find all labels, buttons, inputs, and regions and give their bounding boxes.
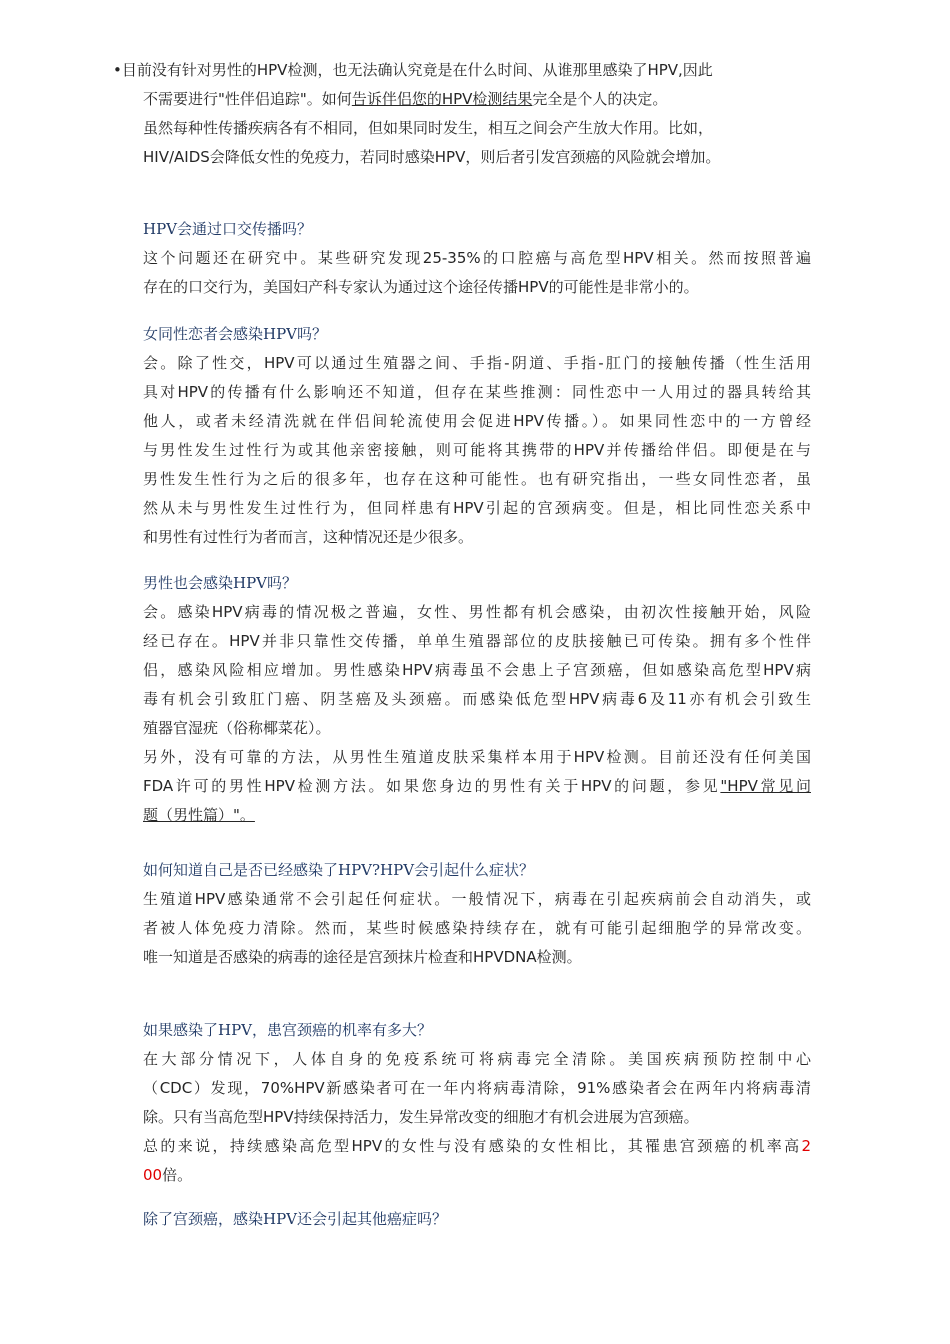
paragraph-line bbox=[143, 801, 811, 830]
paragraph-line: 会。除了性交，HPV可以通过生殖器之间、手指-阴道、手指-肛门的接触传播（性生活用 bbox=[143, 354, 811, 372]
intro-block bbox=[143, 85, 811, 172]
paragraph-line: 会。感染HPV病毒的情况极之普遍，女性、男性都有机会感染，由初次性接触开始，风险 bbox=[143, 603, 811, 621]
section-heading: 男性也会感染HPV吗？ bbox=[143, 574, 298, 592]
paragraph-line: 他人，或者未经清洗就在伴侣间轮流使用会促进HPV传播。）。如果同性恋中的一方曾经 bbox=[143, 412, 811, 430]
section-other-cancers bbox=[143, 1205, 811, 1234]
risk-number: 2 bbox=[801, 1137, 811, 1155]
intro-line-4: HIV/AIDS会降低女性的免疫力，若同时感染HPV，则后者引发宫颈癌的风险就会增加。 bbox=[143, 148, 721, 166]
paragraph-line: 和男性有过性行为者而言，这种情况还是少很多。 bbox=[143, 528, 474, 546]
section-heading: 女同性恋者会感染HPV吗？ bbox=[143, 325, 328, 343]
section-lesbian-infection bbox=[143, 320, 811, 552]
intro-line-1 bbox=[113, 56, 713, 85]
paragraph-line: 者被人体免疫力清除。然而，某些时候感染持续存在，就有可能引起细胞学的异常改变。 bbox=[143, 919, 811, 937]
paragraph-line: FDA许可的男性HPV检测方法。如果您身边的男性有关于HPV的问题，参见"HPV常见问 bbox=[143, 777, 811, 795]
paragraph-line: 唯一知道是否感染的病毒的途径是宫颈抹片检查和HPVDNA检测。 bbox=[143, 948, 582, 966]
paragraph-line: 毒有机会引致肛门癌、阴茎癌及头颈癌。而感染低危型HPV病毒6及11亦有机会引致生 bbox=[143, 690, 811, 708]
section-male-infection bbox=[143, 569, 811, 830]
hpv-faq-men-link-cont[interactable]: 题（男性篇）"。 bbox=[143, 806, 255, 824]
paragraph-line: 除。只有当高危型HPV持续保持活力，发生异常改变的细胞才有机会进展为宫颈癌。 bbox=[143, 1108, 699, 1126]
paragraph-line: 与男性发生过性行为或其他亲密接触，则可能将其携带的HPV并传播给伴侣。即便是在与 bbox=[143, 441, 811, 459]
section-heading: 除了宫颈癌，感染HPV还会引起其他癌症吗？ bbox=[143, 1210, 448, 1228]
paragraph-line: （CDC）发现，70%HPV新感染者可在一年内将病毒清除，91%感染者会在两年内将病毒清 bbox=[143, 1079, 811, 1097]
paragraph-line: 总的来说，持续感染高危型HPV的女性与没有感染的女性相比，其罹患宫颈癌的机率高2 bbox=[143, 1137, 811, 1155]
paragraph-line: 在大部分情况下，人体自身的免疫系统可将病毒完全清除。美国疾病预防控制中心 bbox=[143, 1050, 811, 1068]
paragraph-line: 经已存在。HPV并非只靠性交传播，单单生殖器部位的皮肤接触已可传染。拥有多个性伴 bbox=[143, 632, 811, 650]
risk-number-cont: 00 bbox=[143, 1166, 163, 1184]
paragraph-line: 另外，没有可靠的方法，从男性生殖道皮肤采集样本用于HPV检测。目前还没有任何美国 bbox=[143, 748, 811, 766]
paragraph-line: 男性发生性行为之后的很多年，也存在这种可能性。也有研究指出，一些女同性恋者，虽 bbox=[143, 470, 811, 488]
paragraph-line: 侣，感染风险相应增加。男性感染HPV病毒虽不会患上子宫颈癌，但如感染高危型HPV病 bbox=[143, 661, 811, 679]
paragraph-line: 这个问题还在研究中。某些研究发现25-35%的口腔癌与高危型HPV相关。然而按照普遍 bbox=[143, 249, 811, 267]
tell-partner-link[interactable]: 告诉伴侣您的HPV检测结果 bbox=[351, 90, 533, 108]
section-heading: 如果感染了HPV，患宫颈癌的机率有多大？ bbox=[143, 1021, 433, 1039]
paragraph-line: 殖器官湿疣（俗称椰菜花）。 bbox=[143, 719, 331, 737]
intro-text-1: 目前没有针对男性的HPV检测，也无法确认究竟是在什么时间、从谁那里感染了HPV,因此 bbox=[121, 61, 713, 79]
paragraph-line: 具对HPV的传播有什么影响还不知道，但存在某些推测：同性恋中一人用过的器具转给其 bbox=[143, 383, 811, 401]
section-heading: HPV会通过口交传播吗？ bbox=[143, 220, 313, 238]
paragraph-line: 生殖道HPV感染通常不会引起任何症状。一般情况下，病毒在引起疾病前会自动消失，或 bbox=[143, 890, 811, 908]
intro-line-3: 虽然每种性传播疾病各有不相同，但如果同时发生，相互之间会产生放大作用。比如， bbox=[143, 119, 714, 137]
paragraph-line: 然从未与男性发生过性行为，但同样患有HPV引起的宫颈病变。但是，相比同性恋关系中 bbox=[143, 499, 811, 517]
section-oral-transmission bbox=[143, 215, 811, 302]
section-symptoms bbox=[143, 856, 811, 972]
section-cancer-risk bbox=[143, 1016, 811, 1190]
intro-line-2: 不需要进行"性伴侣追踪"。如何告诉伴侣您的HPV检测结果完全是个人的决定。 bbox=[143, 90, 668, 108]
paragraph-line: 00倍。 bbox=[143, 1166, 193, 1184]
section-heading: 如何知道自己是否已经感染了HPV?HPV会引起什么症状？ bbox=[143, 861, 535, 879]
bullet-icon: • bbox=[113, 61, 122, 79]
paragraph-line: 存在的口交行为，美国妇产科专家认为通过这个途径传播HPV的可能性是非常小的。 bbox=[143, 278, 699, 296]
hpv-faq-men-link[interactable]: "HPV常见问 bbox=[720, 777, 811, 795]
